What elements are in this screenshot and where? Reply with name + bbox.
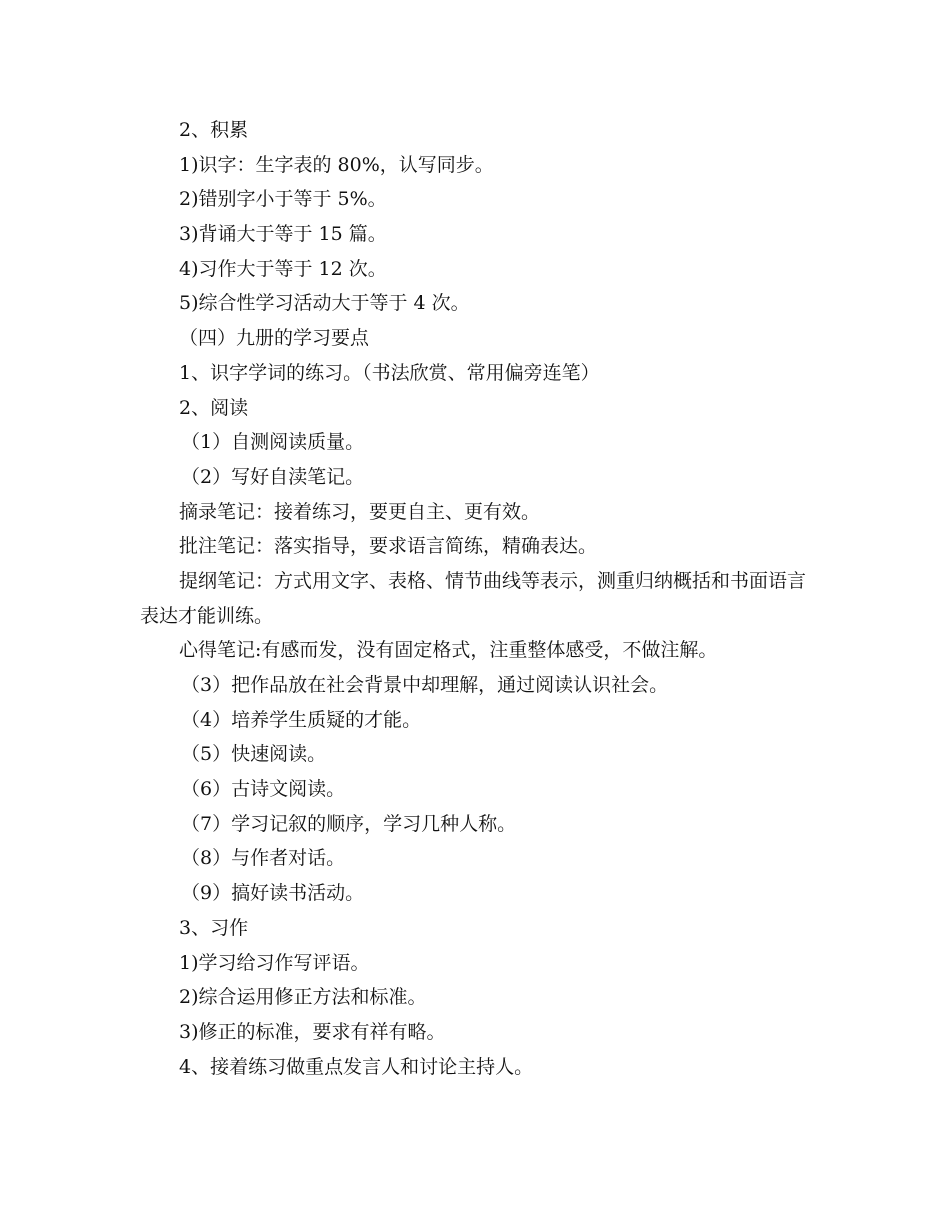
paragraph: 摘录笔记：接着练习，要更自主、更有效。 — [179, 500, 541, 523]
list-item: （6）古诗文阅读。 — [181, 778, 346, 801]
paragraph: 提纲笔记：方式用文字、表格、情节曲线等表示，测重归纳概括和书面语言表达才能训练。 — [140, 569, 807, 627]
list-item: （2）写好自渎笔记。 — [181, 465, 365, 488]
list-item: 1)学习给习作写评语。 — [179, 951, 370, 974]
section-heading: 1、识字学词的练习。（书法欣赏、常用偏旁连笔） — [179, 361, 600, 384]
list-item: （4）培养学生质疑的才能。 — [181, 708, 422, 731]
section-heading: 3、习作 — [179, 916, 249, 939]
section-heading: 2、积累 — [179, 119, 249, 141]
paragraph: 批注笔记：落实指导，要求语言简练，精确表达。 — [179, 535, 598, 558]
list-item: 4)习作大于等于 12 次。 — [179, 257, 387, 280]
list-item: 2)错别字小于等于 5%。 — [179, 188, 387, 211]
list-item: （5）快速阅读。 — [181, 743, 327, 766]
list-item: 1)识字：生字表的 80%，认写同步。 — [179, 153, 494, 176]
list-item: （7）学习记叙的顺序，学习几种人称。 — [181, 812, 517, 835]
list-item: 5)综合性学习活动大于等于 4 次。 — [179, 292, 470, 315]
list-item: （3）把作品放在社会背景中却理解，通过阅读认识社会。 — [181, 674, 669, 697]
list-item: 2)综合运用修正方法和标准。 — [179, 986, 427, 1009]
list-item: 3)修正的标准，要求有祥有略。 — [179, 1020, 446, 1043]
list-item: （9）搞好读书活动。 — [181, 882, 365, 905]
document-body — [140, 113, 820, 1084]
paragraph: 心得笔记:有感而发，没有固定格式，注重整体感受，不做注解。 — [179, 639, 718, 662]
chapter-heading: （四）九册的学习要点 — [179, 327, 370, 350]
section-heading: 2、阅读 — [179, 396, 249, 419]
list-item: （1）自测阅读质量。 — [181, 431, 365, 454]
section-heading: 4、接着练习做重点发言人和讨论主持人。 — [179, 1055, 534, 1078]
list-item: 3)背诵大于等于 15 篇。 — [179, 223, 387, 246]
list-item: （8）与作者对话。 — [181, 847, 346, 870]
